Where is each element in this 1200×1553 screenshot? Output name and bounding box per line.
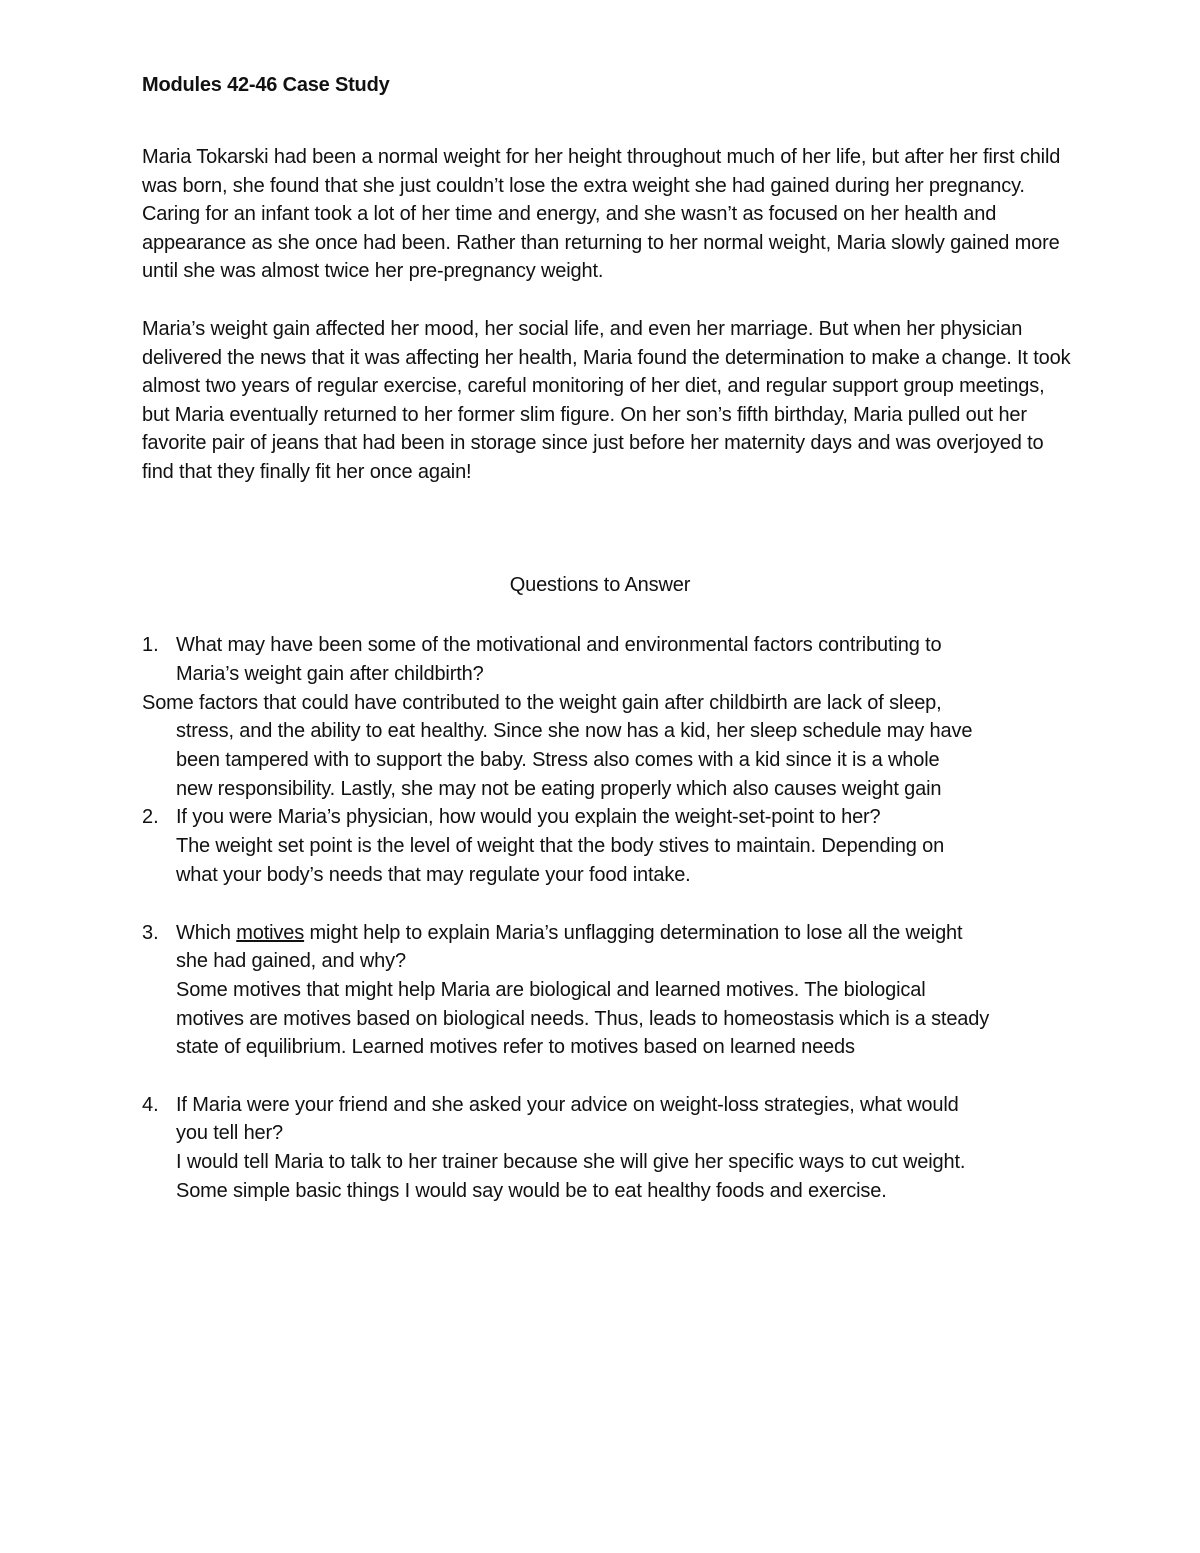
question-3-line-1 xyxy=(176,919,962,948)
question-4-number: 4. xyxy=(142,1094,159,1116)
question-3-text-before: Which xyxy=(176,922,237,944)
answer-1-line-3: been tampered with to support the baby. Stress also comes with a kid since it is a whole xyxy=(176,749,940,771)
answer-1-line-1: Some factors that could have contributed to the weight gain after childbirth are lack of sleep, xyxy=(142,692,942,714)
questions-heading: Questions to Answer xyxy=(509,574,691,596)
answer-4-line-2: Some simple basic things I would say would be to eat healthy foods and exercise. xyxy=(176,1180,887,1202)
motives-underlined-word: motives xyxy=(236,922,305,944)
document-title: Modules 42-46 Case Study xyxy=(142,74,390,96)
question-3-number: 3. xyxy=(142,922,159,944)
question-1-number: 1. xyxy=(142,634,159,656)
case-paragraph-1: Maria Tokarski had been a normal weight for her height throughout much of her life, but after her first child was born, she found that she just couldn’t lose the extra weight she had gained during her pregnancy. Caring for an infant took a lot of her time and energy, and she wasn’t as focused on her health and appearance as she once had been. Rather than returning to her normal weight, Maria slowly gained more until she was almost twice her pre-pregnancy weight. xyxy=(142,146,1061,283)
answer-1-line-4: new responsibility. Lastly, she may not be eating properly which also causes weight gain xyxy=(176,778,942,800)
question-3-line-2: she had gained, and why? xyxy=(176,950,406,972)
answer-2-line-2: what your body’s needs that may regulate your food intake. xyxy=(176,864,691,886)
question-3-text-after: might help to explain Maria’s unflagging determination to lose all the weight xyxy=(304,922,963,944)
answer-1-line-2: stress, and the ability to eat healthy. Since she now has a kid, her sleep schedule may have xyxy=(176,720,973,742)
question-2-line-1: If you were Maria’s physician, how would you explain the weight-set-point to her? xyxy=(176,806,881,828)
answer-3-line-2: motives are motives based on biological needs. Thus, leads to homeostasis which is a steady xyxy=(176,1008,990,1030)
question-2-number: 2. xyxy=(142,806,159,828)
question-4-line-1: If Maria were your friend and she asked your advice on weight-loss strategies, what would xyxy=(176,1094,959,1116)
answer-4-line-1: I would tell Maria to talk to her trainer because she will give her specific ways to cut weight. xyxy=(176,1151,966,1173)
answer-3-line-3: state of equilibrium. Learned motives refer to motives based on learned needs xyxy=(176,1036,855,1058)
question-1-line-1: What may have been some of the motivational and environmental factors contributing to xyxy=(176,634,942,656)
case-paragraph-2: Maria’s weight gain affected her mood, her social life, and even her marriage. But when her physician delivered the news that it was affecting her health, Maria found the determination to make a change. It took almost two years of regular exercise, careful monitoring of her diet, and regular support group meetings, but Maria eventually returned to her former slim figure. On her son’s fifth birthday, Maria pulled out her favorite pair of jeans that had been in storage since just before her maternity days and was overjoyed to find that they finally fit her once again! xyxy=(142,318,1071,483)
question-1-line-2: Maria’s weight gain after childbirth? xyxy=(176,663,484,685)
answer-2-line-1: The weight set point is the level of weight that the body stives to maintain. Depending on xyxy=(176,835,945,857)
question-4-line-2: you tell her? xyxy=(176,1122,284,1144)
answer-3-line-1: Some motives that might help Maria are biological and learned motives. The biological xyxy=(176,979,926,1001)
